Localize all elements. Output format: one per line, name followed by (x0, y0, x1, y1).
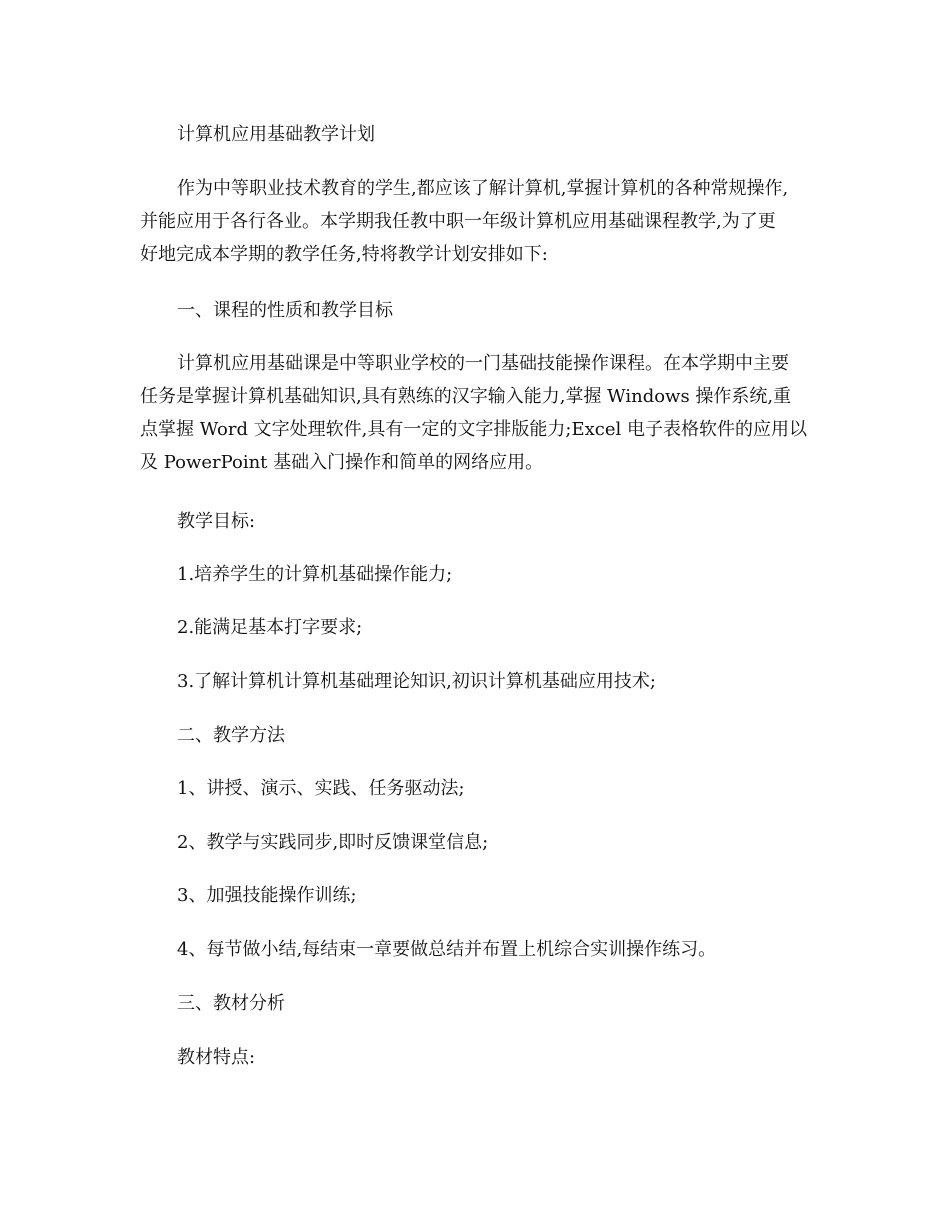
goal-item-2: 2.能满足基本打字要求; (177, 617, 363, 638)
goal-item-1: 1.培养学生的计算机基础操作能力; (177, 564, 453, 585)
goal-item-3: 3.了解计算机计算机基础理论知识,初识计算机基础应用技术; (177, 671, 656, 692)
method-item-4: 4、每节做小结,每结束一章要做总结并布置上机综合实训操作练习。 (177, 939, 717, 960)
intro-line-1: 作为中等职业技术教育的学生,都应该了解计算机,掌握计算机的各种常规操作, (177, 178, 789, 199)
method-item-1: 1、讲授、演示、实践、任务驱动法; (177, 778, 465, 799)
course-description-paragraph (140, 347, 820, 479)
intro-line-2: 并能应用于各行各业。本学期我任教中职一年级计算机应用基础课程教学,为了更 (140, 211, 776, 232)
materials-label: 教材特点: (177, 1047, 256, 1068)
section-heading-3: 三、教材分析 (177, 993, 285, 1014)
intro-paragraph (140, 172, 820, 271)
document-title: 计算机应用基础教学计划 (177, 124, 375, 145)
goals-label: 教学目标: (177, 511, 256, 532)
section-heading-2: 二、教学方法 (177, 725, 285, 746)
section-heading-1: 一、课程的性质和教学目标 (177, 300, 393, 321)
course-line-1: 计算机应用基础课是中等职业学校的一门基础技能操作课程。在本学期中主要 (177, 353, 789, 374)
intro-line-3: 好地完成本学期的教学任务,特将教学计划安排如下: (140, 244, 548, 265)
method-item-3: 3、加强技能操作训练; (177, 885, 357, 906)
course-line-2: 任务是掌握计算机基础知识,具有熟练的汉字输入能力,掌握 Windows 操作系统,重 (140, 386, 792, 407)
course-line-4: 及 PowerPoint 基础入门操作和简单的网络应用。 (140, 452, 544, 473)
course-line-3: 点掌握 Word 文字处理软件,具有一定的文字排版能力;Excel 电子表格软件的应用以 (140, 419, 807, 440)
method-item-2: 2、教学与实践同步,即时反馈课堂信息; (177, 832, 489, 853)
